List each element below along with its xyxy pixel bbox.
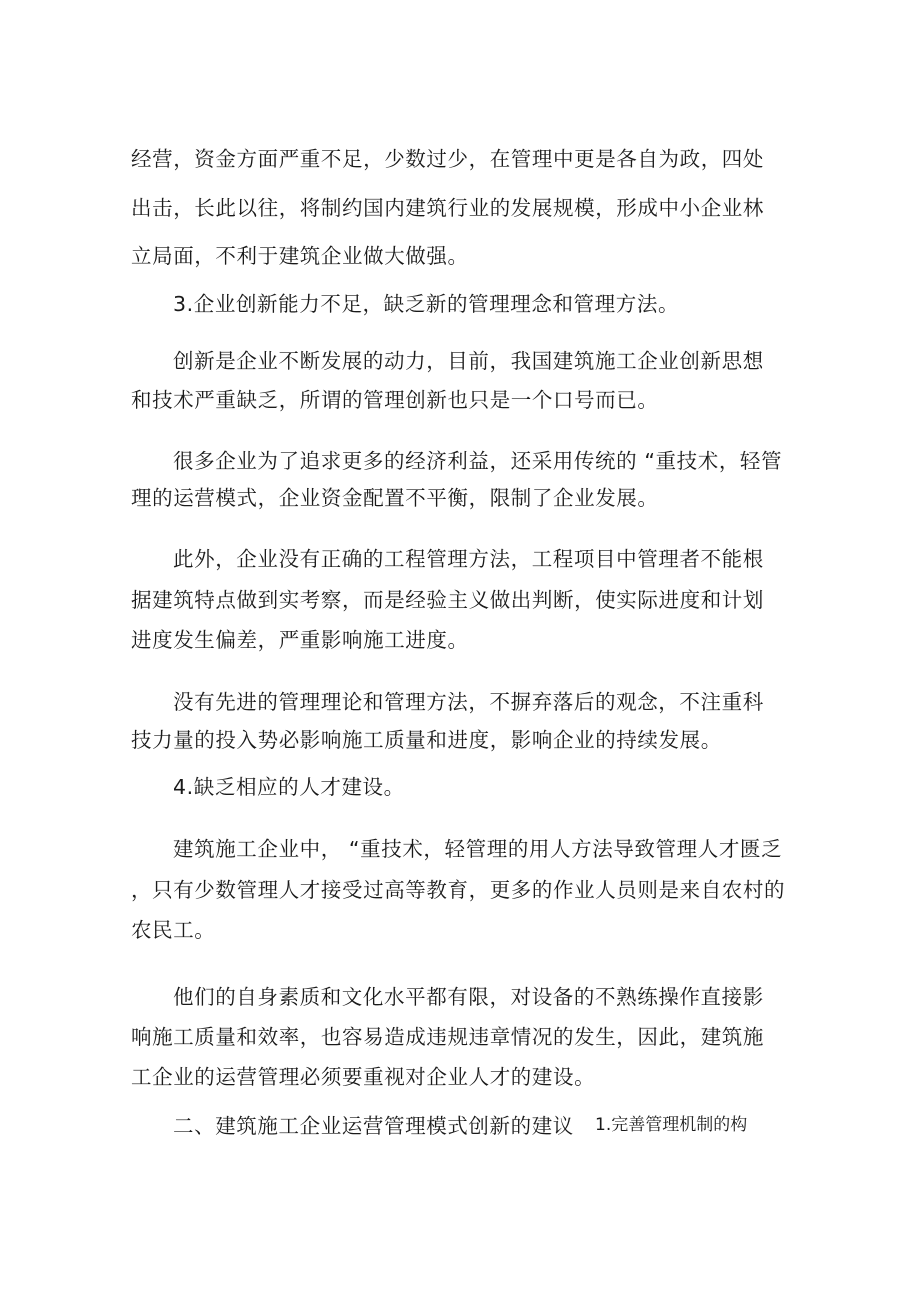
paragraph-1-line-3: 立局面，不利于建筑企业做大做强。	[131, 244, 469, 268]
paragraph-3-line-1: 很多企业为了追求更多的经济利益，还采用传统的 “重技术，轻管	[173, 449, 783, 473]
paragraph-3-line-2: 理的运营模式，企业资金配置不平衡，限制了企业发展。	[131, 486, 659, 510]
section-2-title: 二、建筑施工企业运营管理模式创新的建议	[173, 1114, 574, 1138]
paragraph-4-line-2: 据建筑特点做到实考察，而是经验主义做出判断，使实际进度和计划	[131, 588, 764, 612]
paragraph-5-line-1: 没有先进的管理理论和管理方法，不摒弃落后的观念，不注重科	[173, 690, 764, 714]
paragraph-7-line-2: 响施工质量和效率，也容易造成违规违章情况的发生，因此，建筑施	[131, 1025, 764, 1049]
paragraph-2-line-1: 创新是企业不断发展的动力，目前，我国建筑施工企业创新思想	[173, 349, 764, 373]
paragraph-1-line-2: 出击，长此以往，将制约国内建筑行业的发展规模，形成中小企业林	[131, 196, 764, 220]
heading-3: 3.企业创新能力不足，缺乏新的管理理念和管理方法。	[173, 292, 680, 316]
paragraph-6-line-1: 建筑施工企业中， “重技术，轻管理的用人方法导致管理人才匮乏	[173, 837, 783, 861]
paragraph-2-line-2: 和技术严重缺乏，所谓的管理创新也只是一个口号而已。	[131, 388, 659, 412]
section-2-subheading: 1.完善管理机制的构	[595, 1115, 748, 1135]
paragraph-6-line-3: 农民工。	[131, 918, 216, 942]
paragraph-4-line-3: 进度发生偏差，严重影响施工进度。	[131, 628, 469, 652]
heading-4: 4.缺乏相应的人才建设。	[173, 775, 405, 799]
paragraph-7-line-1: 他们的自身素质和文化水平都有限，对设备的不熟练操作直接影	[173, 985, 764, 1009]
paragraph-5-line-2: 技力量的投入势必影响施工质量和进度，影响企业的持续发展。	[131, 728, 722, 752]
paragraph-7-line-3: 工企业的运营管理必须要重视对企业人才的建设。	[131, 1065, 596, 1089]
paragraph-1-line-1: 经营，资金方面严重不足，少数过少，在管理中更是各自为政，四处	[131, 147, 764, 171]
paragraph-6-line-2: ，只有少数管理人才接受过高等教育，更多的作业人员则是来自农村的	[131, 878, 786, 902]
paragraph-4-line-1: 此外，企业没有正确的工程管理方法，工程项目中管理者不能根	[173, 547, 764, 571]
